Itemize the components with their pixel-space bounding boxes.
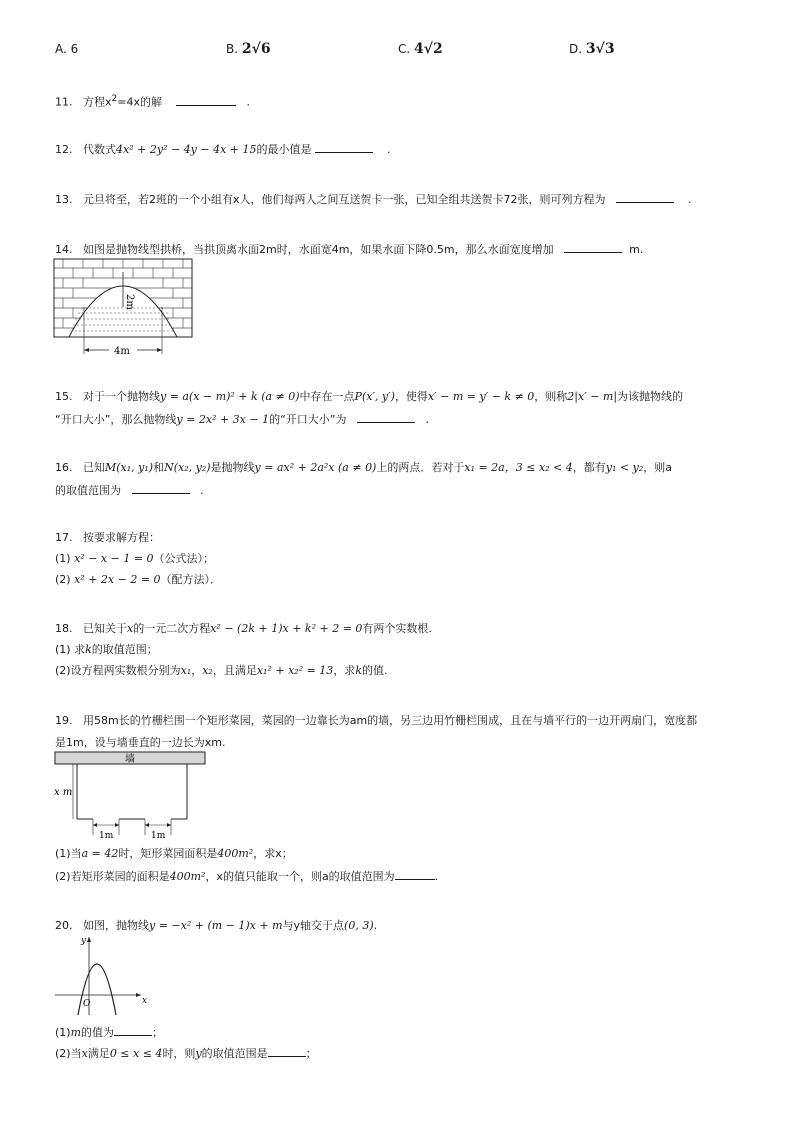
math-variable: x [127,622,134,635]
question-text: ，则称 [534,390,568,403]
parabola-figure [53,933,149,1017]
part-label: (2) [55,573,71,586]
question-text: ，都有 [572,461,606,474]
question-end: . [373,919,378,932]
question-text: 如图是抛物线型拱桥，当拱顶离水面2m时，水面宽4m，如果水面下降0.5m，那么水面宽度增加 [83,243,554,256]
option-value: 3√3 [585,41,615,57]
part-note: （配方法）． [160,573,222,586]
math-expression: x² − (2k + 1)x + k² + 2 = 0 [210,622,363,635]
question-text: 方程x [83,95,112,109]
question-end: . [425,413,429,426]
arch-bridge-figure [53,258,195,360]
part-label: (1) [55,1026,71,1039]
question-number: 16. [55,461,73,474]
question-17-part-2 [55,572,221,588]
part-text: ，x的值只能取一个，则a的取值范围为 [205,870,395,883]
question-16-line-1 [55,460,672,476]
math-variable: k [85,643,92,656]
math-expression: x² + 2x − 2 = 0 [74,573,161,586]
question-number: 13. [55,193,73,206]
part-text: 设方程两实数根分别为 [70,664,181,677]
question-20-part-1 [55,1024,163,1041]
answer-blank[interactable] [132,482,190,494]
math-variable: x₁ [180,664,192,677]
question-text: 代数式 [83,143,116,156]
math-expression: x′ − m = y′ − k ≠ 0 [427,390,535,403]
part-label: (2) [55,1047,71,1060]
part-text: 当 [70,847,82,860]
option-letter: D. [569,42,583,56]
question-17 [55,530,160,546]
answer-blank[interactable] [114,1024,152,1036]
option-c [398,40,443,58]
part-text: ，求 [333,664,356,677]
math-expression: x₁ = 2a，3 ≤ x₂ < 4 [464,461,573,474]
part-text: 时，矩形菜园面积是 [118,847,218,860]
option-value: 2√6 [241,41,271,57]
question-text: 的一元二次方程 [133,622,211,635]
question-number: 19. [55,714,73,727]
wall-label: 墙 [125,754,135,765]
question-text: 中存在一点 [299,390,355,403]
question-text: 的取值范围为 [55,484,121,497]
option-letter: C. [398,42,411,56]
question-19-line-2 [55,735,225,751]
answer-blank[interactable] [616,191,674,203]
height-label: 2m [124,294,135,310]
question-text: 的“开口大小”为 [269,413,347,426]
option-b [226,40,271,58]
question-11 [55,91,250,111]
math-variable: x [81,1047,88,1060]
question-15-line-1 [55,389,683,405]
question-text: 已知关于 [83,622,127,635]
question-text: “开口大小”，那么抛物线 [55,413,177,426]
question-text: 上的两点．若对于 [376,461,465,474]
question-19-line-1 [55,713,697,729]
math-expression: y = −x² + (m − 1)x + m [149,919,283,932]
answer-blank[interactable] [176,94,236,106]
question-14 [55,241,643,258]
option-d [569,40,615,58]
math-variable: y [195,1047,202,1060]
question-text: 是抛物线 [210,461,255,474]
x-axis-arrow [136,993,141,997]
question-number: 17. [55,531,73,544]
question-text: ，使得 [394,390,428,403]
part-end: ； [305,1047,317,1060]
part-text: 当 [70,1047,82,1060]
math-expression: a = 42 [81,847,119,860]
question-15-line-2 [55,411,429,428]
part-label: (1) [55,643,71,656]
origin-label: O [83,999,91,1009]
math-expression: 400m² [217,847,254,860]
question-text: 用58m长的竹栅栏围一个矩形菜园，菜园的一边靠长为am的墙，另三边用竹栅栏围成，且在与墙平行的一边开两扇门，宽度都 [83,714,698,727]
question-text: 为该抛物线的 [617,390,684,403]
answer-blank[interactable] [564,241,622,253]
question-text: 与y轴交于点 [282,919,345,932]
math-expression: P(x′, y′) [354,390,395,403]
math-expression: N(x₂, y₂) [164,461,211,474]
door1-label: 1m [99,831,114,841]
option-value: 4√2 [414,41,443,57]
question-17-part-1 [55,551,214,567]
option-a [55,40,78,58]
part-text: 求 [74,643,86,656]
math-expression: y = 2x² + 3x − 1 [176,413,270,426]
part-label: (1) [55,552,71,565]
part-text: ，求x； [253,847,293,860]
y-axis-arrow [87,937,91,942]
question-text: 元旦将至，若2班的一个小组有x人，他们每两人之间互送贺卡一张，已知全组共送贺卡72张，则可列方程为 [83,193,606,206]
part-text: 若矩形菜园的面积是 [70,870,170,883]
math-expression: x² − x − 1 = 0 [74,552,154,565]
part-label: (2) [55,870,71,883]
question-end: . [387,143,391,156]
question-19-part-1 [55,846,293,862]
answer-blank[interactable] [395,868,435,880]
y-axis-label: y [81,936,87,946]
question-20-part-2 [55,1045,317,1062]
question-text: =4x的解 [117,95,162,109]
answer-blank[interactable] [268,1045,306,1057]
part-text: 满足 [87,1047,110,1060]
math-variable: k [355,664,362,677]
question-text: 按要求解方程： [83,531,160,544]
math-expression: M(x₁, y₁) [105,461,154,474]
question-text: ，则a [643,461,672,474]
question-end: . [246,95,250,109]
part-text: 时，则 [162,1047,196,1060]
question-text: 如图，抛物线 [83,919,149,932]
question-text: 已知 [83,461,105,474]
part-text: 的取值范围是 [201,1047,268,1060]
part-label: (1) [55,847,71,860]
part-end: ； [152,1026,164,1039]
question-text: 对于一个抛物线 [83,390,160,403]
question-20 [55,918,377,934]
exponent: 2 [111,94,118,104]
part-end: . [434,870,439,883]
question-16-line-2 [55,482,204,499]
question-19-part-2 [55,868,438,885]
math-variable: m [70,1026,82,1039]
math-expression: 2|x′ − m| [567,390,618,403]
math-variable: x₂ [202,664,213,677]
question-text: 是1m，设与墙垂直的一边长为xm. [55,736,226,749]
x-axis-label: x [142,996,148,1006]
answer-blank[interactable] [357,411,415,423]
question-text: 有两个实数根. [362,622,432,635]
answer-blank[interactable] [315,141,373,153]
question-13 [55,191,692,208]
option-letter: A. [55,42,67,56]
part-label: (2) [55,664,71,677]
garden-figure [53,751,213,844]
question-number: 11. [55,95,73,109]
question-text: 和 [153,461,165,474]
question-unit: m. [629,243,644,256]
math-expression: y = a(x − m)² + k (a ≠ 0) [160,390,300,403]
question-number: 15. [55,390,73,403]
width-label: 4m [114,346,130,357]
math-expression: (0, 3) [344,919,374,932]
question-number: 20. [55,919,73,932]
math-expression: y₁ < y₂ [605,461,644,474]
part-text: ， [191,664,203,677]
side-label: x m [54,787,73,798]
option-letter: B. [226,42,239,56]
part-text: 的取值范围； [91,643,158,656]
math-expression: 4x² + 2y² − 4y − 4x + 15 [116,143,257,156]
part-text: 的值为 [81,1026,115,1039]
door2-label: 1m [151,831,166,841]
question-number: 12. [55,143,73,156]
question-text: 的最小值是 [256,143,312,156]
question-end: . [200,484,204,497]
question-18 [55,621,432,637]
option-value: 6 [70,42,79,56]
part-note: （公式法）； [153,552,215,565]
part-text: 的值. [361,664,388,677]
question-12 [55,141,391,158]
question-number: 14. [55,243,73,256]
question-18-part-1 [55,642,158,658]
part-text: ，且满足 [212,664,257,677]
math-expression: x₁² + x₂² = 13 [256,664,334,677]
math-expression: y = ax² + 2a²x (a ≠ 0) [254,461,377,474]
question-end: . [688,193,692,206]
question-number: 18. [55,622,73,635]
math-expression: 400m² [169,870,206,883]
math-expression: 0 ≤ x ≤ 4 [109,1047,163,1060]
question-18-part-2 [55,663,387,679]
